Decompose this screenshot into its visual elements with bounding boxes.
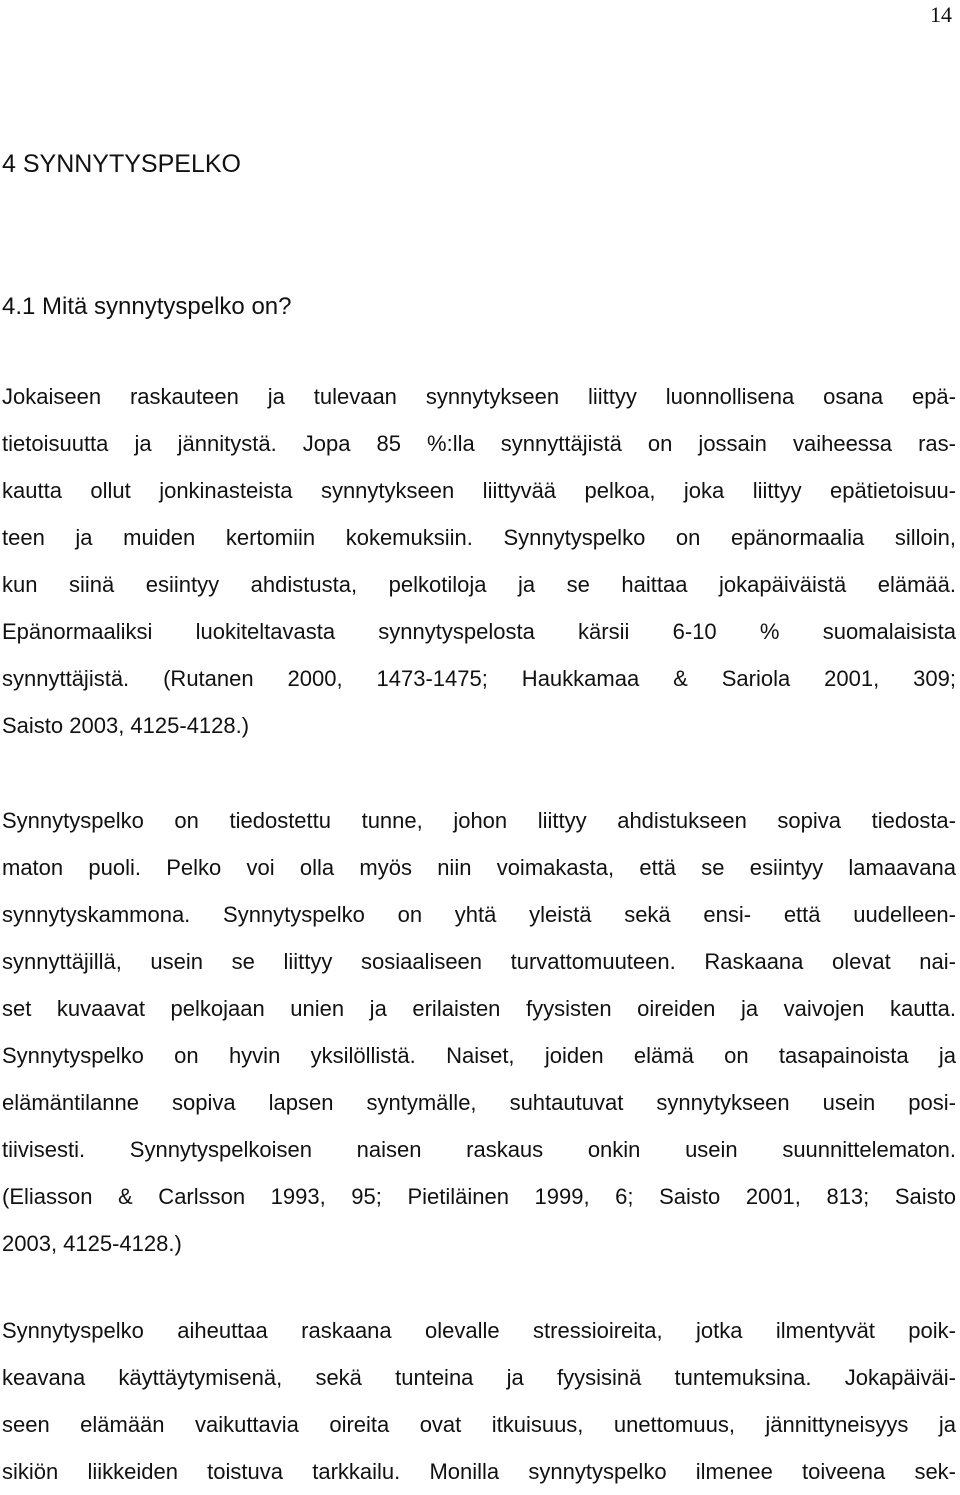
section-heading: 4.1 Mitä synnytyspelko on?: [2, 293, 292, 320]
text-line: synnyttäjistä. (Rutanen 2000, 1473-1475; Haukkamaa & Sariola 2001, 309;: [2, 666, 956, 691]
page-number: 14: [930, 2, 952, 27]
text-line: Epänormaaliksi luokiteltavasta synnytyspelosta kärsii 6-10 % suomalaisista: [2, 619, 956, 644]
chapter-heading: 4 SYNNYTYSPELKO: [2, 150, 241, 178]
paragraph-2: [2, 797, 956, 1267]
text-line: Synnytyspelko on tiedostettu tunne, johon liittyy ahdistukseen sopiva tiedosta-: [2, 808, 956, 833]
text-line: set kuvaavat pelkojaan unien ja erilaisten fyysisten oireiden ja vaivojen kautta.: [2, 996, 956, 1021]
text-line: elämäntilanne sopiva lapsen syntymälle, suhtautuvat synnytykseen usein posi-: [2, 1090, 956, 1115]
text-line: tietoisuutta ja jännitystä. Jopa 85 %:lla synnyttäjistä on jossain vaiheessa ras-: [2, 431, 956, 456]
text-line: kautta ollut jonkinasteista synnytykseen liittyvää pelkoa, joka liittyy epätietoisuu-: [2, 478, 956, 503]
text-line: Jokaiseen raskauteen ja tulevaan synnytykseen liittyy luonnollisena osana epä-: [2, 384, 956, 409]
text-line: teen ja muiden kertomiin kokemuksiin. Synnytyspelko on epänormaalia silloin,: [2, 525, 956, 550]
text-line: 2003, 4125-4128.): [2, 1231, 182, 1256]
paragraph-1: [2, 373, 956, 749]
text-line: tiivisesti. Synnytyspelkoisen naisen raskaus onkin usein suunnittelematon.: [2, 1137, 956, 1162]
text-line: Synnytyspelko aiheuttaa raskaana olevalle stressioireita, jotka ilmentyvät poik-: [2, 1318, 956, 1343]
text-line: synnytyskammona. Synnytyspelko on yhtä yleistä sekä ensi- että uudelleen-: [2, 902, 956, 927]
text-line: sikiön liikkeiden toistuva tarkkailu. Monilla synnytyspelko ilmenee toiveena sek-: [2, 1459, 956, 1484]
paragraph-3: [2, 1307, 956, 1495]
text-line: kun siinä esiintyy ahdistusta, pelkotiloja ja se haittaa jokapäiväistä elämää.: [2, 572, 956, 597]
text-line: Saisto 2003, 4125-4128.): [2, 713, 250, 738]
text-line: synnyttäjillä, usein se liittyy sosiaaliseen turvattomuuteen. Raskaana olevat nai-: [2, 949, 956, 974]
text-line: Synnytyspelko on hyvin yksilöllistä. Naiset, joiden elämä on tasapainoista ja: [2, 1043, 956, 1068]
text-line: (Eliasson & Carlsson 1993, 95; Pietiläinen 1999, 6; Saisto 2001, 813; Saisto: [2, 1184, 956, 1209]
text-line: keavana käyttäytymisenä, sekä tunteina ja fyysisinä tuntemuksina. Jokapäiväi-: [2, 1365, 956, 1390]
text-line: maton puoli. Pelko voi olla myös niin voimakasta, että se esiintyy lamaavana: [2, 855, 956, 880]
text-line: seen elämään vaikuttavia oireita ovat itkuisuus, unettomuus, jännittyneisyys ja: [2, 1412, 956, 1437]
